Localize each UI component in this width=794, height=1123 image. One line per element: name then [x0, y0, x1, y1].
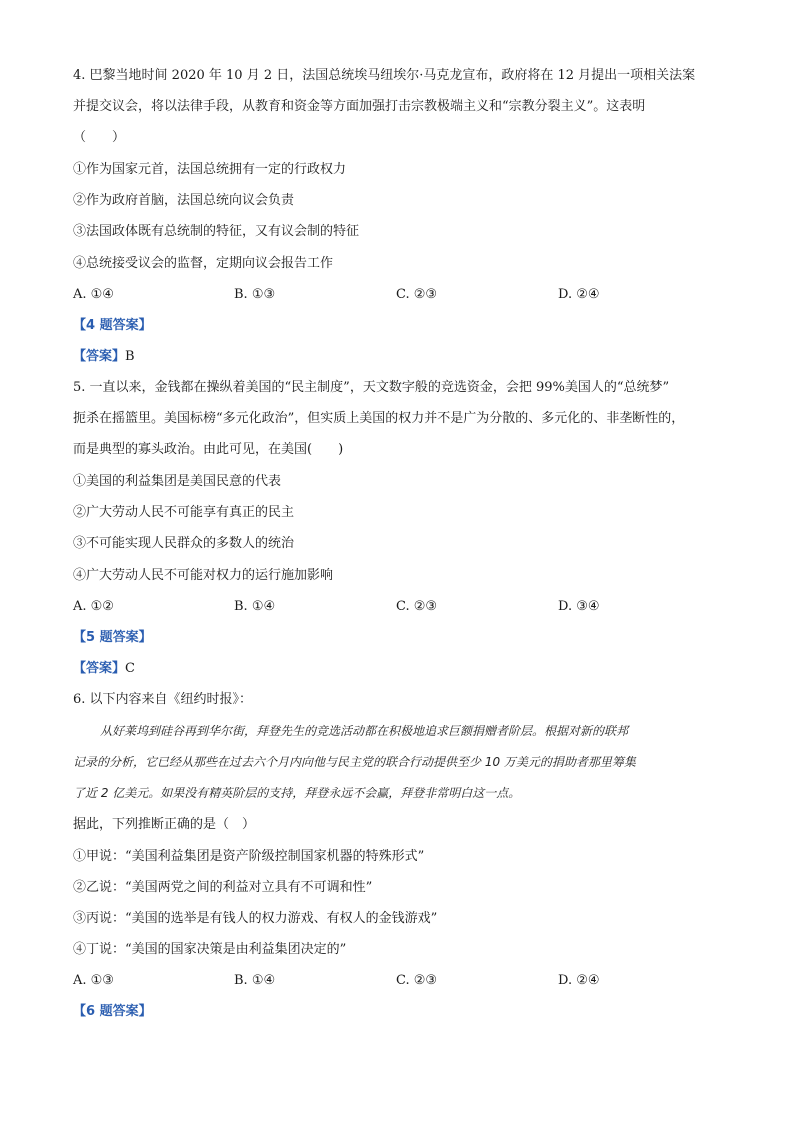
- q5-stem-line-1: 5. 一直以来，金钱都在操纵着美国的“民主制度”，天文数字般的竞选资金，会把 99%美国人的“总统梦”: [73, 380, 670, 395]
- q6-options: [73, 971, 733, 991]
- q5-item-4: ④广大劳动人民不可能对权力的运行施加影响: [73, 568, 334, 583]
- q5-options: [73, 597, 733, 617]
- q6-quote-line-2: 记录的分析，它已经从那些在过去六个月内向他与民主党的联合行动提供至少 10 万美元的捐助者那里筹集: [73, 755, 636, 769]
- q6-item-3: ③丙说：“美国的选举是有钱人的权力游戏、有权人的金钱游戏”: [73, 911, 438, 926]
- q5-option-a: A. ①②: [73, 599, 114, 614]
- q6-quote-line-1: 从好莱坞到硅谷再到华尔街，拜登先生的竞选活动都在积极地追求巨额捐赠者阶层。根据对新的联邦: [100, 724, 629, 738]
- q5-stem-line-2: 扼杀在摇篮里。美国标榜“多元化政治”，但实质上美国的权力并不是广为分散的、多元化的、非垄断性的，: [73, 411, 685, 426]
- q4-options: [73, 285, 733, 305]
- q6-item-4: ④丁说：“美国的国家决策是由利益集团决定的”: [73, 942, 347, 957]
- q6-item-1: ①甲说：“美国利益集团是资产阶级控制国家机器的特殊形式”: [73, 849, 425, 864]
- q5-stem-line-3: 而是典型的寡头政治。由此可见，在美国( ): [73, 442, 344, 457]
- q6-prompt: 据此，下列推断正确的是（ ）: [73, 817, 256, 832]
- q6-item-2: ②乙说：“美国两党之间的利益对立具有不可调和性”: [73, 880, 373, 895]
- q6-option-b: B. ①④: [234, 973, 276, 988]
- q5-item-2: ②广大劳动人民不可能享有真正的民主: [73, 505, 295, 520]
- q6-answer-tag: 【6 题答案】: [73, 1004, 152, 1019]
- q5-answer-value: C: [125, 661, 135, 676]
- q5-item-1: ①美国的利益集团是美国民意的代表: [73, 474, 282, 489]
- q4-option-c: C. ②③: [396, 287, 438, 302]
- q4-item-2: ②作为政府首脑，法国总统向议会负责: [73, 193, 295, 208]
- q4-item-1: ①作为国家元首，法国总统拥有一定的行政权力: [73, 162, 347, 177]
- q4-answer-value: B: [125, 349, 135, 364]
- q4-stem-line-2: 并提交议会，将以法律手段，从教育和资金等方面加强打击宗教极端主义和“宗教分裂主义”。这表明: [73, 99, 646, 114]
- q5-answer: [73, 659, 135, 679]
- q6-option-c: C. ②③: [396, 973, 438, 988]
- q4-stem-line-3: （ ）: [73, 130, 126, 145]
- q4-item-4: ④总统接受议会的监督，定期向议会报告工作: [73, 256, 334, 271]
- q4-stem-line-1: 4. 巴黎当地时间 2020 年 10 月 2 日，法国总统埃马纽埃尔·马克龙宣布，政府将在 12 月提出一项相关法案: [73, 68, 696, 83]
- q4-option-a: A. ①④: [73, 287, 114, 302]
- q5-answer-tag: 【5 题答案】: [73, 630, 152, 645]
- q4-option-b: B. ①③: [234, 287, 276, 302]
- q6-stem-line-1: 6. 以下内容来自《纽约时报》：: [73, 692, 253, 707]
- q6-option-a: A. ①③: [73, 973, 114, 988]
- q5-option-c: C. ②③: [396, 599, 438, 614]
- q4-option-d: D. ②④: [558, 287, 600, 302]
- q4-answer-label: 【答案】: [73, 349, 126, 364]
- q5-item-3: ③不可能实现人民群众的多数人的统治: [73, 536, 295, 551]
- q5-option-b: B. ①④: [234, 599, 276, 614]
- q4-answer-tag: 【4 题答案】: [73, 318, 152, 333]
- q6-quote-line-3: 了近 2 亿美元。如果没有精英阶层的支持，拜登永远不会赢，拜登非常明白这一点。: [73, 786, 521, 800]
- q5-answer-label: 【答案】: [73, 661, 126, 676]
- q4-answer: [73, 347, 135, 367]
- q4-item-3: ③法国政体既有总统制的特征，又有议会制的特征: [73, 224, 360, 239]
- q6-option-d: D. ②④: [558, 973, 600, 988]
- q5-option-d: D. ③④: [558, 599, 600, 614]
